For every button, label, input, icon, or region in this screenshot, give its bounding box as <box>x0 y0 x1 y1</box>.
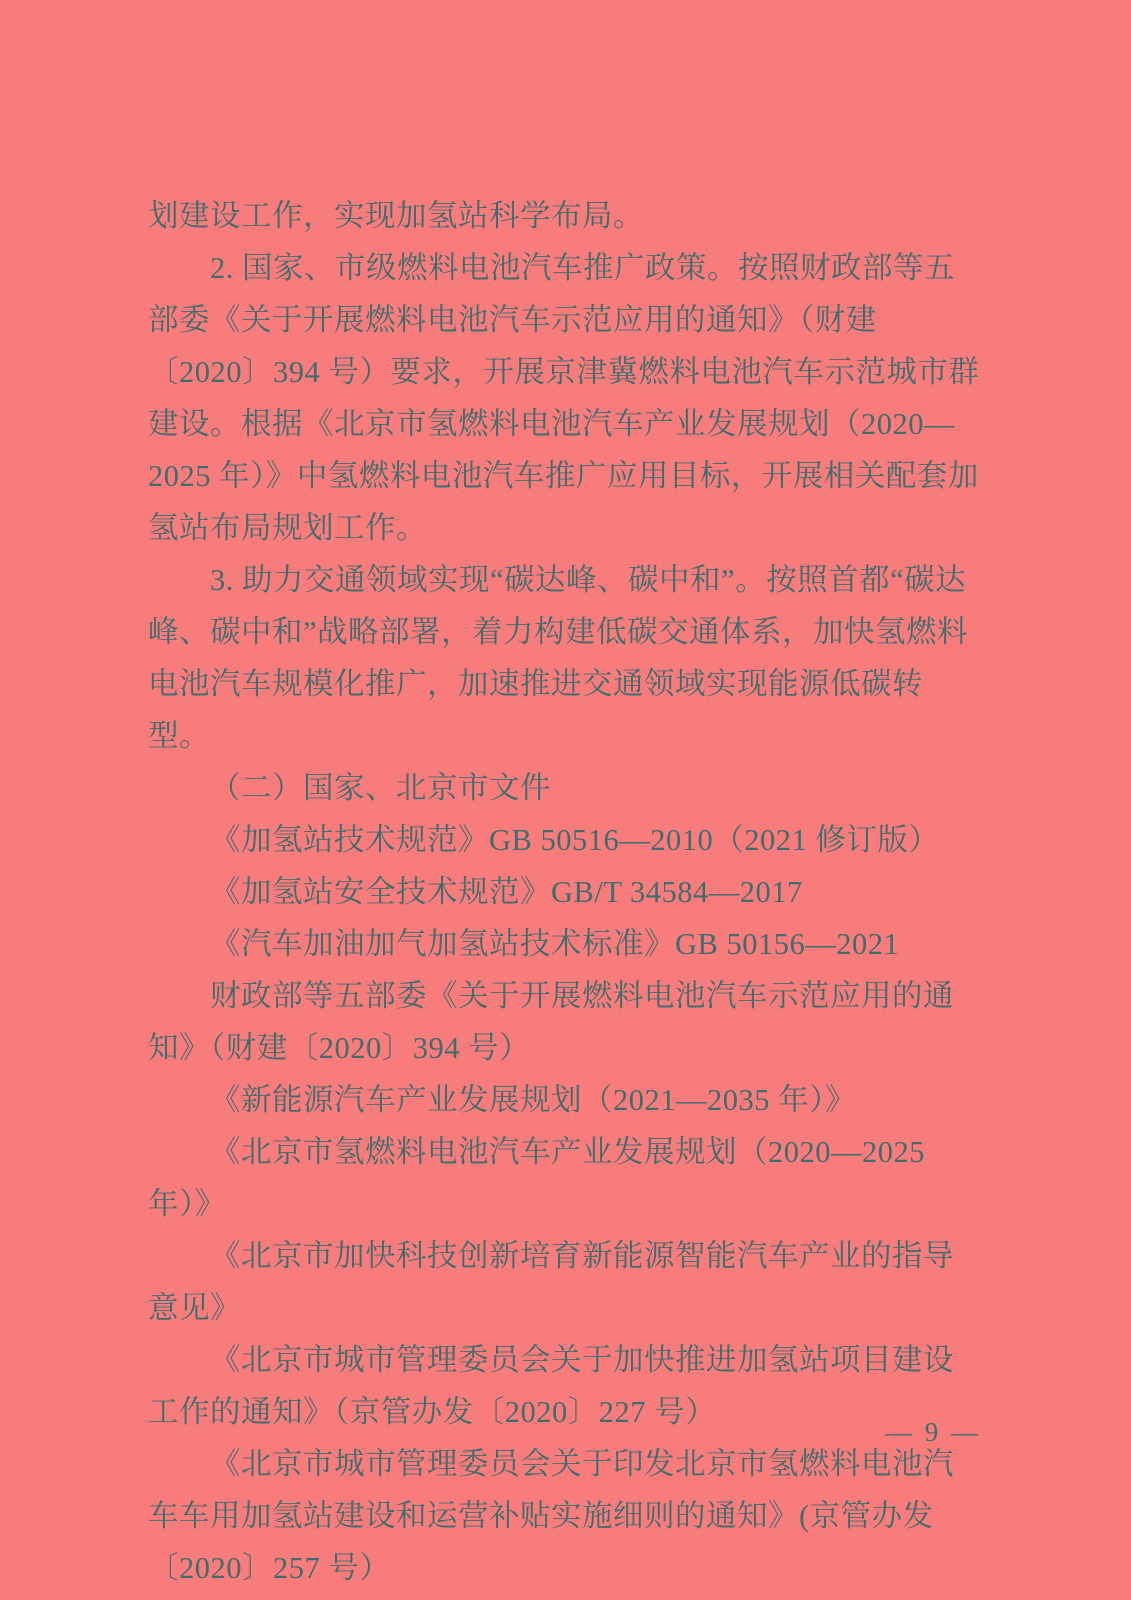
paragraph-carbon-peak-neutrality: 3. 助力交通领域实现“碳达峰、碳中和”。按照首都“碳达峰、碳中和”战略部署，着力构建低碳交通体系，加快氢燃料电池汽车规模化推广，加速推进交通领域实现能源低碳转型。 <box>148 563 969 753</box>
reference-item-jingguanbanfa-227: 《北京市城市管理委员会关于加快推进加氢站项目建设工作的通知》（京管办发〔2020〕227 号） <box>148 1343 954 1429</box>
document-body <box>148 190 981 1594</box>
reference-item-jingguanbanfa-257: 《北京市城市管理委员会关于印发北京市氢燃料电池汽车车用加氢站建设和运营补贴实施细则的通知》(京管办发〔2020〕257 号） <box>148 1447 954 1585</box>
reference-item-gb50156: 《汽车加油加气加氢站技术标准》GB 50156—2021 <box>210 927 900 961</box>
paragraph-policy-national-city: 2. 国家、市级燃料电池汽车推广政策。按照财政部等五部委《关于开展燃料电池汽车示范应用的通知》（财建〔2020〕394 号）要求，开展京津冀燃料电池汽车示范城市群建设。根据《北京市氢燃料电池汽车产业发展规划（2020—2025 年）》中氢燃料电池汽车推广应用目标，开展相关配套加氢站布局规划工作。 <box>148 251 980 545</box>
paragraph-continuation: 划建设工作，实现加氢站科学布局。 <box>148 199 644 233</box>
section-heading-national-beijing-documents: （二）国家、北京市文件 <box>210 771 551 805</box>
reference-item-caijian-394: 财政部等五部委《关于开展燃料电池汽车示范应用的通知》（财建〔2020〕394 号） <box>148 979 954 1065</box>
reference-item-gbt34584: 《加氢站安全技术规范》GB/T 34584—2017 <box>210 875 803 909</box>
reference-item-gb50516: 《加氢站技术规范》GB 50516—2010（2021 修订版） <box>210 823 940 857</box>
reference-item-beijing-innovation-guidance: 《北京市加快科技创新培育新能源智能汽车产业的指导意见》 <box>148 1239 954 1325</box>
reference-item-new-energy-vehicle-plan: 《新能源汽车产业发展规划（2021—2035 年）》 <box>210 1083 856 1117</box>
page-number: — 9 — <box>885 1417 981 1447</box>
reference-item-beijing-hydrogen-plan: 《北京市氢燃料电池汽车产业发展规划（2020—2025 年）》 <box>148 1135 925 1221</box>
